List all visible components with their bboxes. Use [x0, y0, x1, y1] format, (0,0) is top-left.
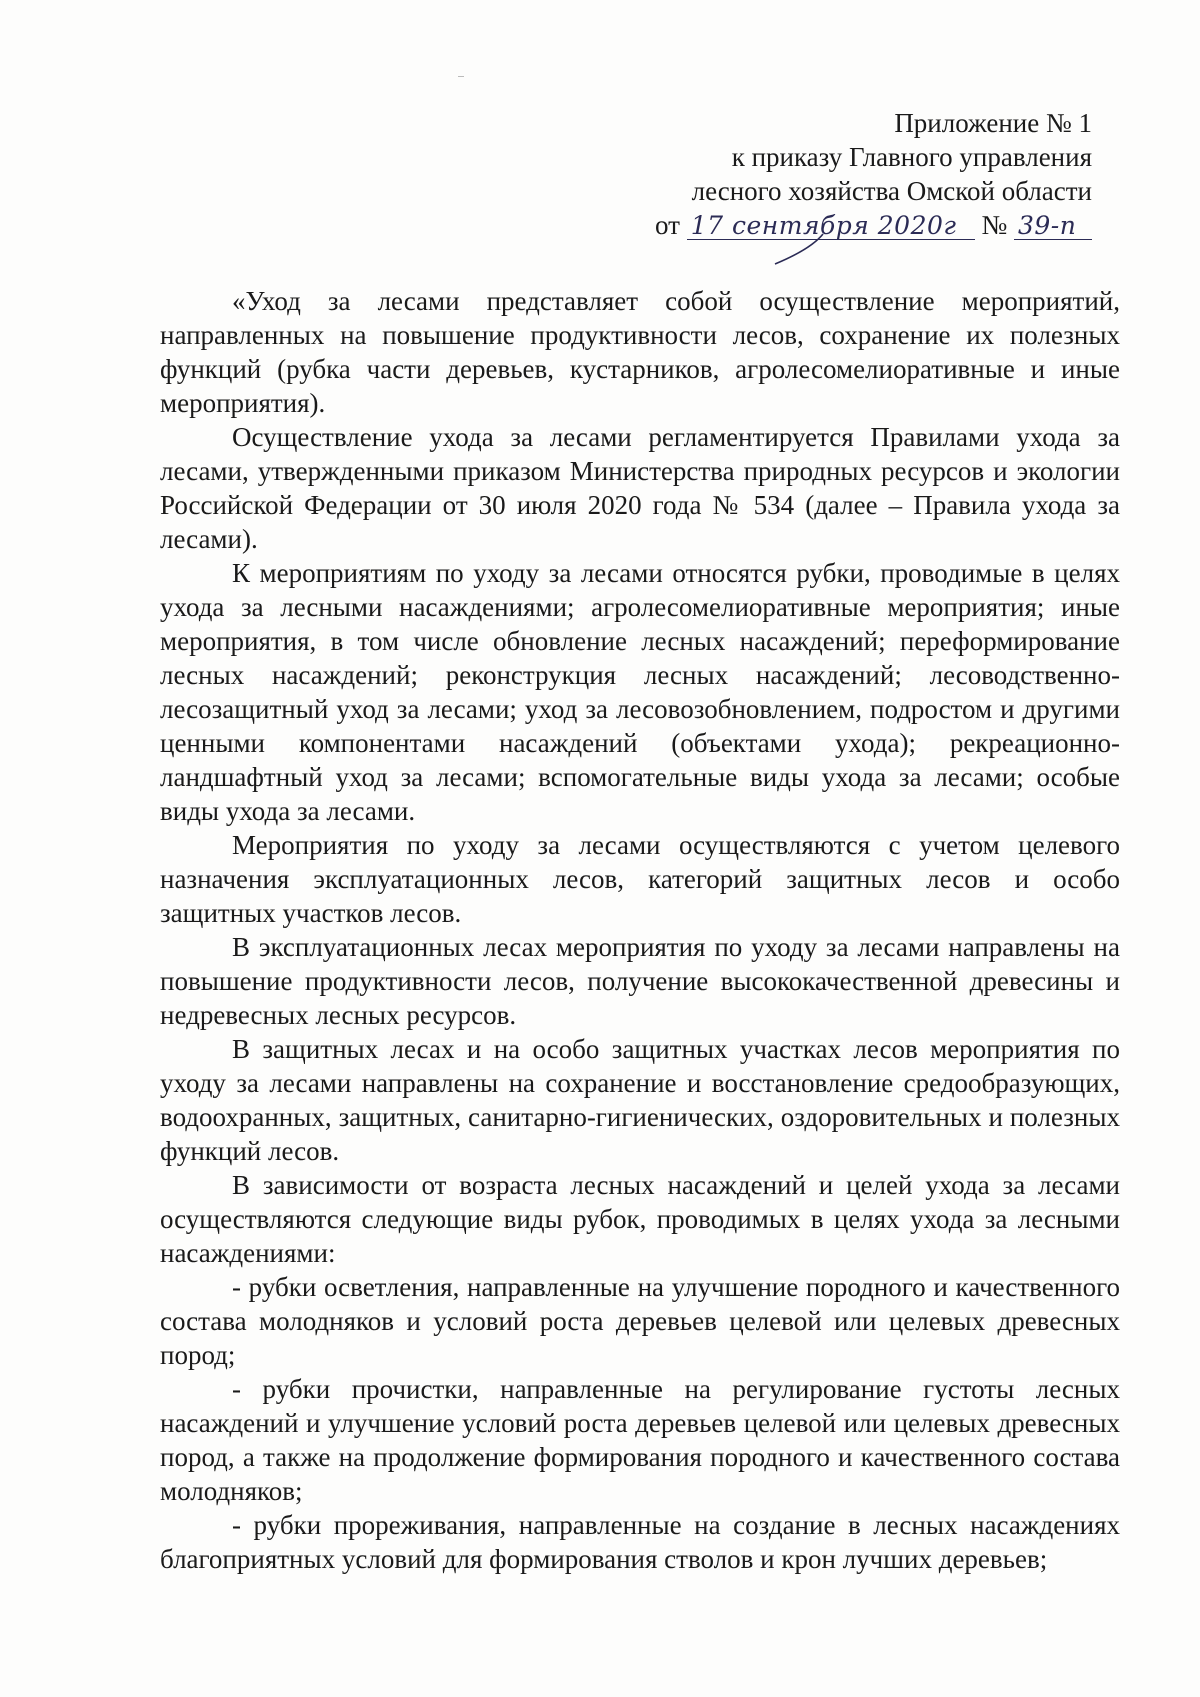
paragraph-measures: К мероприятиям по уходу за лесами относятся рубки, проводимые в целях ухода за лесными насаждениями; агролесомелиоративные мероприятия; иные мероприятия, в том числе обновление лесных насаждений; переформирование лесных насаждений; реконструкция лесных насаждений; лесоводственно-лесозащитный уход за лесами; уход за лесовозобновлением, подростом и другими ценными компонентами насаждений (объектами ухода); рекреационно-ландшафтный уход за лесами; вспомогательные виды ухода за лесами; особые виды ухода за лесами.	[160, 558, 1120, 826]
handwritten-date: 17 сентября 2020г	[687, 213, 975, 240]
paragraph-felling-types-intro: В зависимости от возраста лесных насаждений и целей ухода за лесами осуществляются следующие виды рубок, проводимых в целях ухода за лесными насаждениями:	[160, 1170, 1120, 1268]
paragraph-purpose: Мероприятия по уходу за лесами осуществляются с учетом целевого назначения эксплуатационных лесов, категорий защитных лесов и особо защитных участков лесов.	[160, 830, 1120, 928]
appendix-order-ref: к приказу Главного управления	[731, 142, 1092, 172]
appendix-authority: лесного хозяйства Омской области	[691, 176, 1092, 206]
from-prefix: от	[655, 210, 680, 240]
number-prefix: №	[981, 210, 1008, 240]
paragraph-definition: «Уход за лесами представляет собой осуществление мероприятий, направленных на повышение продуктивности лесов, сохранение их полезных функций (рубка части деревьев, кустарников, агролесомелиоративные и иные мероприятия).	[160, 286, 1120, 418]
handwritten-number: 39-п	[1014, 213, 1092, 240]
paragraph-regulation: Осуществление ухода за лесами регламентируется Правилами ухода за лесами, утвержденными приказом Министерства природных ресурсов и экологии Российской Федерации от 30 июля 2020 года № 534 (далее – Правила ухода за лесами).	[160, 422, 1120, 554]
list-item-thinning-felling: - рубки прореживания, направленные на создание в лесных насаждениях благоприятных условий для формирования стволов и крон лучших деревьев;	[160, 1510, 1120, 1574]
appendix-date-number	[655, 208, 1092, 242]
paragraph-exploitation-forests: В эксплуатационных лесах мероприятия по уходу за лесами направлены на повышение продуктивности лесов, получение высококачественной древесины и недревесных лесных ресурсов.	[160, 932, 1120, 1030]
paragraph-protective-forests: В защитных лесах и на особо защитных участках лесов мероприятия по уходу за лесами направлены на сохранение и восстановление средообразующих, водоохранных, защитных, санитарно-гигиенических, оздоровительных и полезных функций лесов.	[160, 1034, 1120, 1166]
list-item-cleaning-felling: - рубки прочистки, направленные на регулирование густоты лесных насаждений и улучшение условий роста деревьев целевой или целевых древесных пород, а также на продолжение формирования породного и качественного состава молодняков;	[160, 1374, 1120, 1506]
document-body	[160, 284, 1120, 1576]
scan-speck	[458, 76, 464, 77]
pen-stroke-mark	[765, 232, 845, 266]
appendix-header	[655, 106, 1092, 242]
appendix-title: Приложение № 1	[894, 108, 1092, 138]
list-item-clarification-felling: - рубки осветления, направленные на улучшение породного и качественного состава молодняков и условий роста деревьев целевой или целевых древесных пород;	[160, 1272, 1120, 1370]
